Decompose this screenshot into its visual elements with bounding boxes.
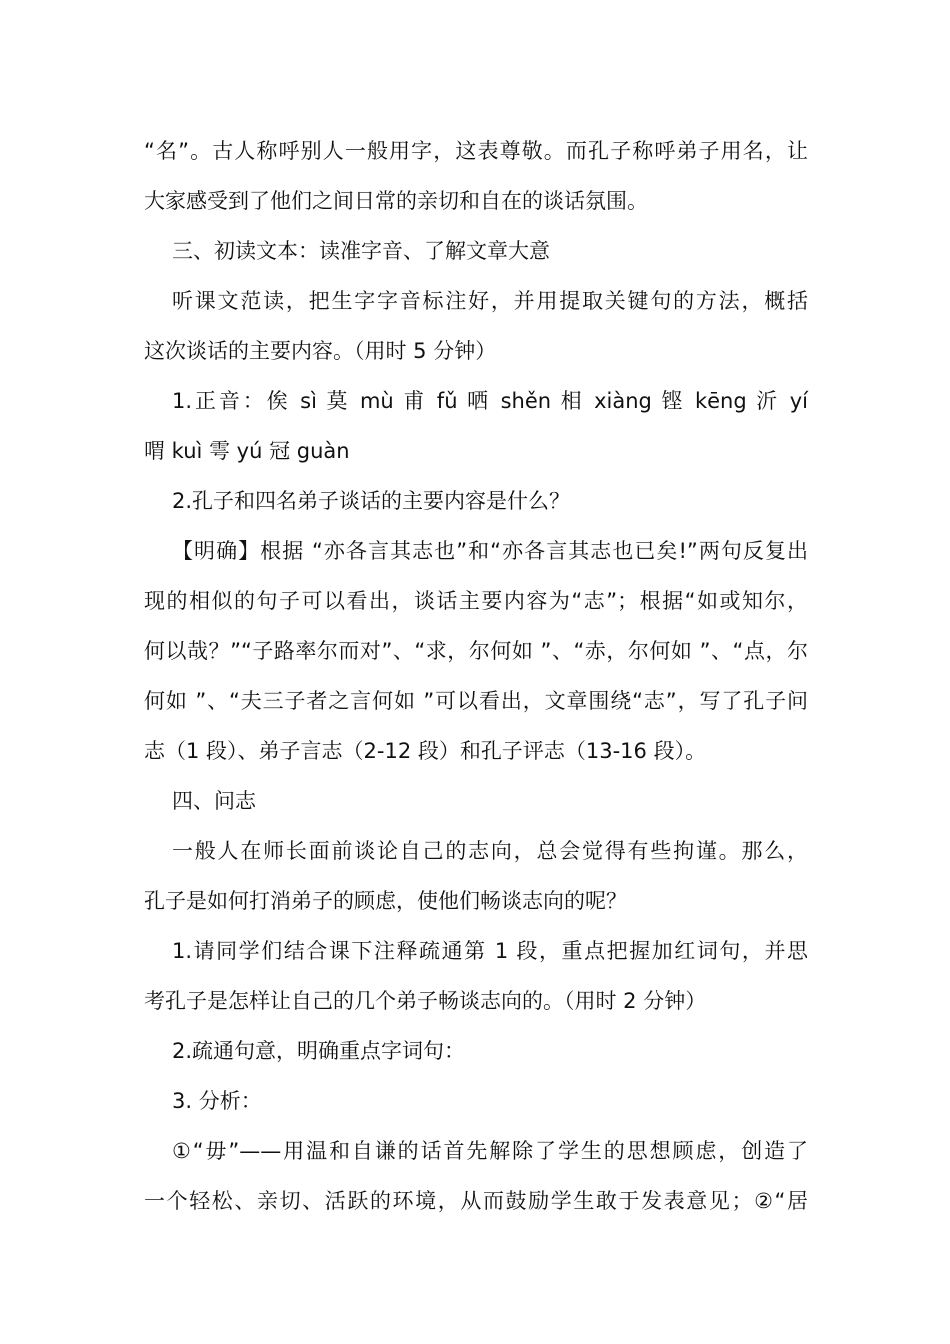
text-line: 何以哉？”“子路率尔而对”、“求，尔何如 ”、“赤，尔何如 ”、“点，尔 [144, 639, 808, 663]
text-line: 2.疏通句意，明确重点字词句： [172, 1039, 466, 1063]
text-line: 现的相似的句子可以看出，谈话主要内容为“志”；根据“如或知尔， [144, 589, 808, 613]
text-line: “名”。古人称呼别人一般用字，这表尊敬。而孔子称呼弟子用名，让 [144, 139, 808, 163]
text-line: 听课文范读，把生字字音标注好，并用提取关键句的方法，概括 [172, 289, 808, 313]
pronunciation-line: 1.正音：俟 sì 莫 mù 甫 fǔ 哂 shěn 相 xiàng 铿 kēng 沂 yí [172, 389, 808, 413]
text-line: 志（1 段）、弟子言志（2-12 段）和孔子评志（13-16 段）。 [144, 739, 707, 763]
text-line: 何如 ”、“夫三子者之言何如 ”可以看出，文章围绕“志”，写了孔子问 [144, 689, 808, 713]
answer-line: 【明确】根据 “亦各言其志也”和“亦各言其志也已矣!”两句反复出 [172, 539, 808, 563]
text-line: 一般人在师长面前谈论自己的志向，总会觉得有些拘谨。那么， [172, 839, 808, 863]
section-heading: 四、问志 [172, 789, 256, 813]
pronunciation-line: 喟 kuì 雩 yú 冠 guàn [144, 439, 350, 463]
text-line: 一个轻松、亲切、活跃的环境，从而鼓励学生敢于发表意见；②“居 [144, 1189, 808, 1213]
text-line: 孔子是如何打消弟子的顾虑，使他们畅谈志向的呢？ [144, 889, 627, 913]
section-heading: 三、初读文本：读准字音、了解文章大意 [172, 239, 550, 263]
question-line: 2.孔子和四名弟子谈话的主要内容是什么？ [172, 489, 571, 513]
text-line: ①“毋”——用温和自谦的话首先解除了学生的思想顾虑，创造了 [172, 1139, 808, 1163]
text-line: 考孔子是怎样让自己的几个弟子畅谈志向的。（用时 2 分钟） [144, 989, 707, 1013]
text-line: 1.请同学们结合课下注释疏通第 1 段，重点把握加红词句，并思 [172, 939, 808, 963]
text-line: 3. 分析： [172, 1089, 262, 1113]
text-line: 大家感受到了他们之间日常的亲切和自在的谈话氛围。 [144, 189, 648, 213]
text-line: 这次谈话的主要内容。（用时 5 分钟） [144, 339, 497, 363]
